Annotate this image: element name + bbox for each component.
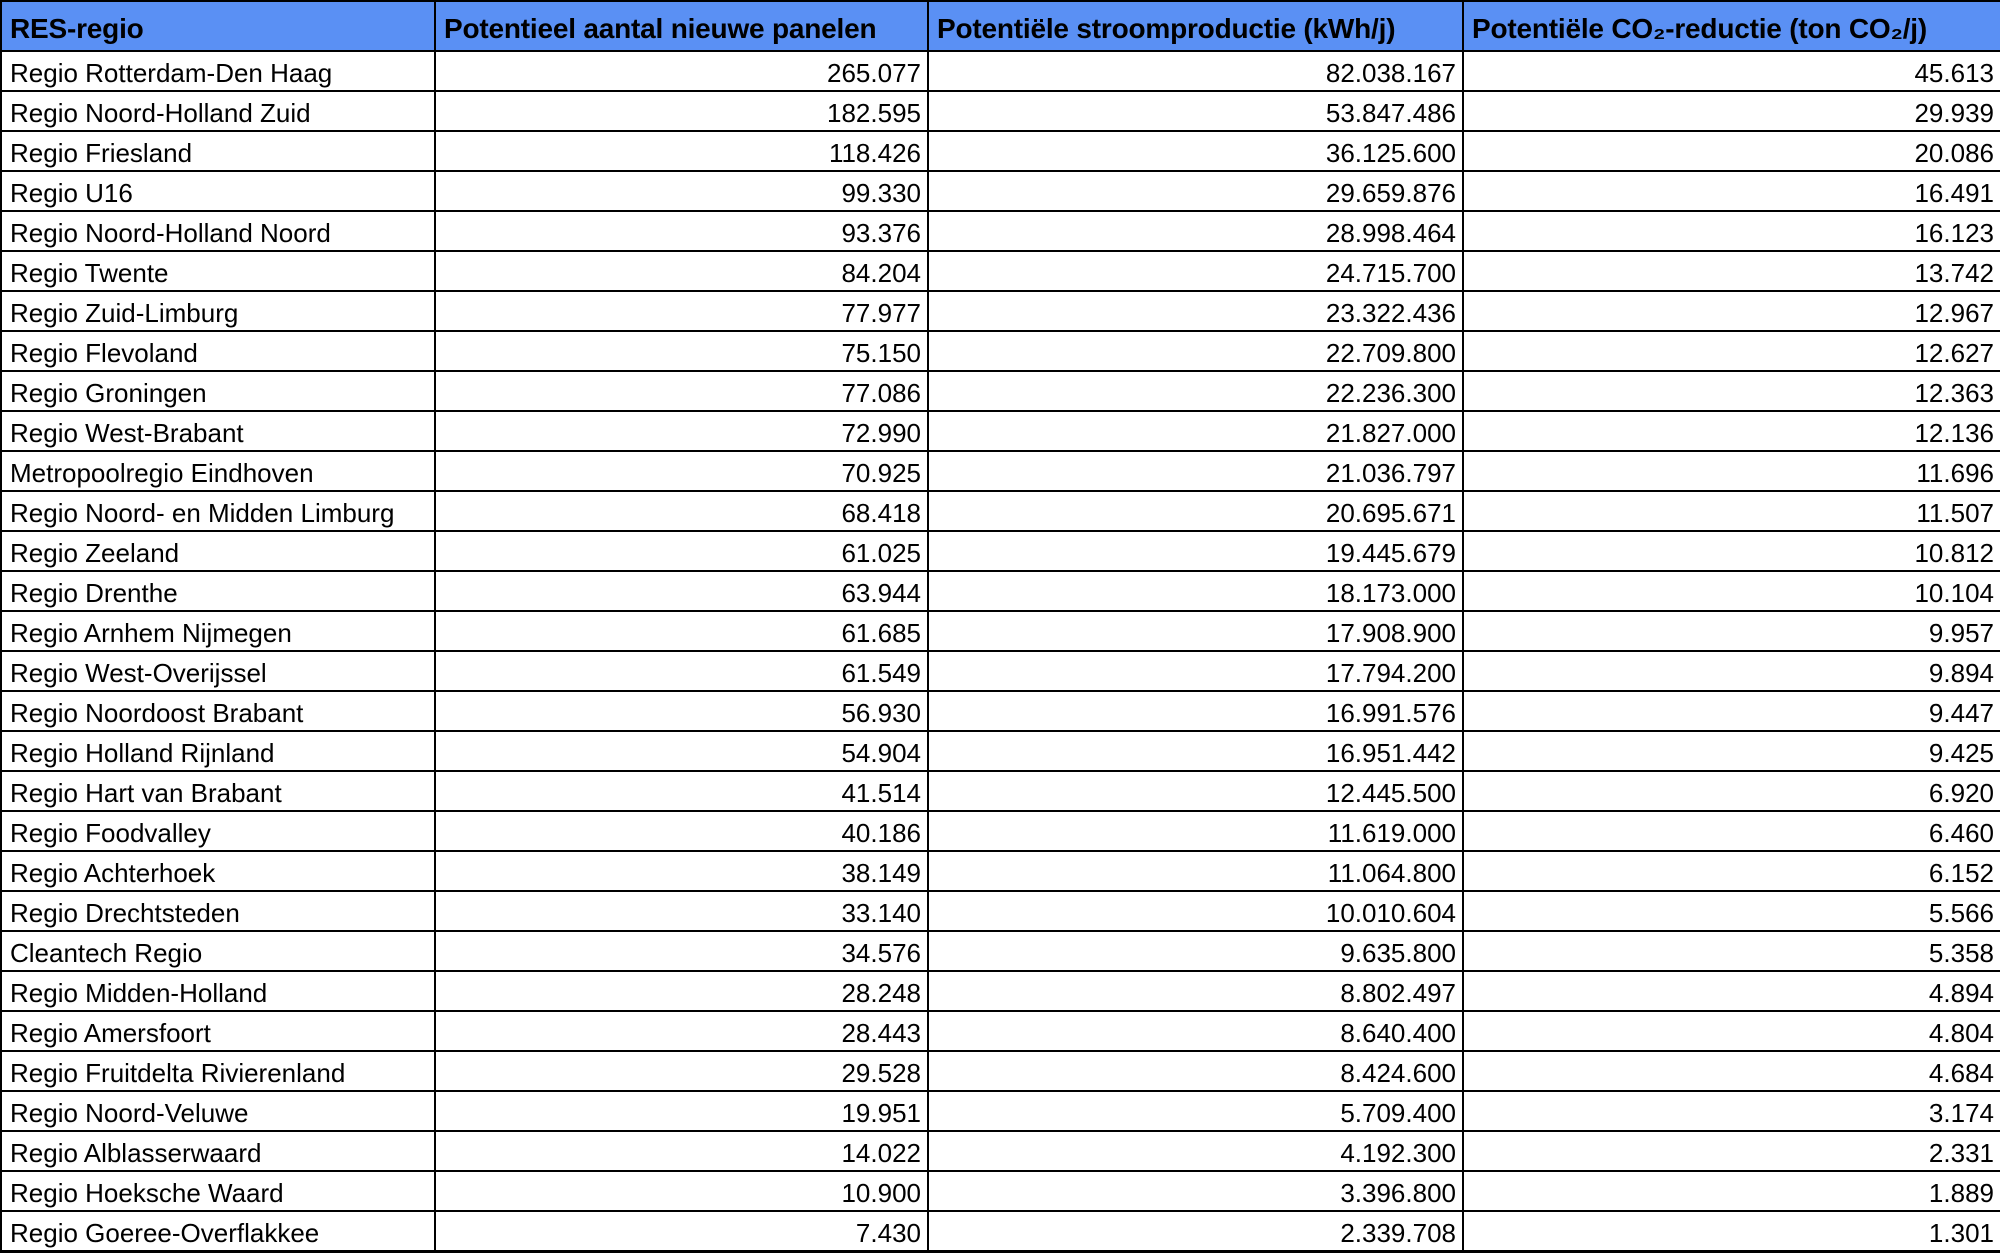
cell-power: 53.847.486 [928, 91, 1463, 131]
table-row [1, 451, 2000, 491]
cell-panels: 70.925 [435, 451, 928, 491]
cell-power: 16.991.576 [928, 691, 1463, 731]
table-row [1, 131, 2000, 171]
cell-panels: 38.149 [435, 851, 928, 891]
table-row [1, 691, 2000, 731]
cell-power: 23.322.436 [928, 291, 1463, 331]
table-row [1, 891, 2000, 931]
cell-panels: 84.204 [435, 251, 928, 291]
cell-panels: 28.443 [435, 1011, 928, 1051]
cell-region: Regio Noord-Holland Noord [1, 211, 435, 251]
cell-power: 20.695.671 [928, 491, 1463, 531]
cell-panels: 34.576 [435, 931, 928, 971]
cell-co2: 6.460 [1463, 811, 2000, 851]
cell-region: Regio Hoeksche Waard [1, 1171, 435, 1211]
cell-panels: 77.086 [435, 371, 928, 411]
cell-power: 10.010.604 [928, 891, 1463, 931]
cell-co2: 9.425 [1463, 731, 2000, 771]
cell-region: Cleantech Regio [1, 931, 435, 971]
table-row [1, 731, 2000, 771]
cell-panels: 265.077 [435, 51, 928, 91]
header-row [1, 1, 2000, 51]
cell-power: 9.635.800 [928, 931, 1463, 971]
cell-panels: 56.930 [435, 691, 928, 731]
table-row [1, 1171, 2000, 1211]
table-row [1, 851, 2000, 891]
cell-power: 19.445.679 [928, 531, 1463, 571]
cell-region: Regio Hart van Brabant [1, 771, 435, 811]
header-potential-power: Potentiële stroomproductie (kWh/j) [928, 1, 1463, 51]
cell-panels: 7.430 [435, 1211, 928, 1251]
cell-power: 21.036.797 [928, 451, 1463, 491]
cell-co2: 2.331 [1463, 1131, 2000, 1171]
cell-region: Regio Noord-Holland Zuid [1, 91, 435, 131]
cell-region: Regio Groningen [1, 371, 435, 411]
cell-panels: 77.977 [435, 291, 928, 331]
cell-region: Regio Rotterdam-Den Haag [1, 51, 435, 91]
table-row [1, 331, 2000, 371]
table-row [1, 171, 2000, 211]
table-row [1, 771, 2000, 811]
cell-power: 22.709.800 [928, 331, 1463, 371]
cell-co2: 9.447 [1463, 691, 2000, 731]
cell-co2: 4.684 [1463, 1051, 2000, 1091]
cell-power: 11.619.000 [928, 811, 1463, 851]
cell-co2: 4.894 [1463, 971, 2000, 1011]
cell-region: Regio West-Overijssel [1, 651, 435, 691]
cell-co2: 9.894 [1463, 651, 2000, 691]
cell-power: 8.802.497 [928, 971, 1463, 1011]
cell-panels: 14.022 [435, 1131, 928, 1171]
cell-power: 82.038.167 [928, 51, 1463, 91]
cell-panels: 61.549 [435, 651, 928, 691]
cell-region: Regio Arnhem Nijmegen [1, 611, 435, 651]
cell-region: Regio Noord- en Midden Limburg [1, 491, 435, 531]
cell-region: Regio Flevoland [1, 331, 435, 371]
cell-power: 8.640.400 [928, 1011, 1463, 1051]
table-row [1, 411, 2000, 451]
cell-co2: 5.358 [1463, 931, 2000, 971]
cell-region: Regio Alblasserwaard [1, 1131, 435, 1171]
cell-panels: 68.418 [435, 491, 928, 531]
cell-power: 11.064.800 [928, 851, 1463, 891]
header-potential-panels: Potentieel aantal nieuwe panelen [435, 1, 928, 51]
cell-region: Regio Holland Rijnland [1, 731, 435, 771]
table-row [1, 611, 2000, 651]
table-row [1, 91, 2000, 131]
cell-co2: 10.104 [1463, 571, 2000, 611]
cell-panels: 29.528 [435, 1051, 928, 1091]
header-res-regio: RES-regio [1, 1, 435, 51]
cell-region: Regio Noordoost Brabant [1, 691, 435, 731]
cell-region: Regio Fruitdelta Rivierenland [1, 1051, 435, 1091]
cell-panels: 99.330 [435, 171, 928, 211]
table-row [1, 1011, 2000, 1051]
table-body [1, 51, 2000, 1251]
cell-panels: 118.426 [435, 131, 928, 171]
cell-co2: 1.301 [1463, 1211, 2000, 1251]
cell-panels: 182.595 [435, 91, 928, 131]
cell-panels: 41.514 [435, 771, 928, 811]
cell-power: 17.794.200 [928, 651, 1463, 691]
cell-co2: 16.123 [1463, 211, 2000, 251]
cell-region: Metropoolregio Eindhoven [1, 451, 435, 491]
cell-power: 28.998.464 [928, 211, 1463, 251]
cell-power: 18.173.000 [928, 571, 1463, 611]
table-row [1, 251, 2000, 291]
table-row [1, 491, 2000, 531]
cell-panels: 54.904 [435, 731, 928, 771]
cell-co2: 13.742 [1463, 251, 2000, 291]
cell-panels: 63.944 [435, 571, 928, 611]
cell-co2: 12.627 [1463, 331, 2000, 371]
cell-co2: 20.086 [1463, 131, 2000, 171]
cell-co2: 3.174 [1463, 1091, 2000, 1131]
cell-co2: 4.804 [1463, 1011, 2000, 1051]
header-potential-co2: Potentiële CO₂-reductie (ton CO₂/j) [1463, 1, 2000, 51]
cell-co2: 12.363 [1463, 371, 2000, 411]
cell-co2: 6.920 [1463, 771, 2000, 811]
cell-region: Regio Zeeland [1, 531, 435, 571]
cell-power: 24.715.700 [928, 251, 1463, 291]
cell-region: Regio Midden-Holland [1, 971, 435, 1011]
cell-region: Regio Drechtsteden [1, 891, 435, 931]
cell-co2: 11.507 [1463, 491, 2000, 531]
cell-region: Regio Noord-Veluwe [1, 1091, 435, 1131]
table-row [1, 51, 2000, 91]
table-row [1, 371, 2000, 411]
cell-region: Regio Goeree-Overflakkee [1, 1211, 435, 1251]
cell-power: 4.192.300 [928, 1131, 1463, 1171]
cell-power: 5.709.400 [928, 1091, 1463, 1131]
table-row [1, 571, 2000, 611]
cell-region: Regio Amersfoort [1, 1011, 435, 1051]
cell-power: 29.659.876 [928, 171, 1463, 211]
cell-co2: 29.939 [1463, 91, 2000, 131]
cell-region: Regio U16 [1, 171, 435, 211]
cell-region: Regio Foodvalley [1, 811, 435, 851]
cell-panels: 40.186 [435, 811, 928, 851]
cell-panels: 10.900 [435, 1171, 928, 1211]
cell-co2: 1.889 [1463, 1171, 2000, 1211]
table-row [1, 1051, 2000, 1091]
cell-co2: 12.136 [1463, 411, 2000, 451]
cell-co2: 11.696 [1463, 451, 2000, 491]
cell-panels: 19.951 [435, 1091, 928, 1131]
cell-region: Regio Zuid-Limburg [1, 291, 435, 331]
cell-co2: 45.613 [1463, 51, 2000, 91]
cell-panels: 75.150 [435, 331, 928, 371]
cell-power: 16.951.442 [928, 731, 1463, 771]
cell-co2: 9.957 [1463, 611, 2000, 651]
cell-panels: 61.025 [435, 531, 928, 571]
cell-power: 8.424.600 [928, 1051, 1463, 1091]
table-row [1, 291, 2000, 331]
cell-region: Regio Friesland [1, 131, 435, 171]
cell-power: 21.827.000 [928, 411, 1463, 451]
cell-panels: 33.140 [435, 891, 928, 931]
table-row [1, 971, 2000, 1011]
table-row [1, 811, 2000, 851]
table-row [1, 1211, 2000, 1251]
table-row [1, 931, 2000, 971]
table-row [1, 531, 2000, 571]
cell-co2: 12.967 [1463, 291, 2000, 331]
table-header [1, 1, 2000, 51]
cell-panels: 72.990 [435, 411, 928, 451]
cell-power: 3.396.800 [928, 1171, 1463, 1211]
cell-power: 22.236.300 [928, 371, 1463, 411]
cell-co2: 10.812 [1463, 531, 2000, 571]
table-row [1, 651, 2000, 691]
table-row [1, 1091, 2000, 1131]
cell-region: Regio Twente [1, 251, 435, 291]
cell-region: Regio Achterhoek [1, 851, 435, 891]
table-row [1, 1131, 2000, 1171]
cell-power: 12.445.500 [928, 771, 1463, 811]
cell-co2: 6.152 [1463, 851, 2000, 891]
cell-region: Regio Drenthe [1, 571, 435, 611]
cell-power: 2.339.708 [928, 1211, 1463, 1251]
cell-co2: 5.566 [1463, 891, 2000, 931]
cell-panels: 28.248 [435, 971, 928, 1011]
cell-panels: 93.376 [435, 211, 928, 251]
cell-region: Regio West-Brabant [1, 411, 435, 451]
cell-power: 36.125.600 [928, 131, 1463, 171]
cell-co2: 16.491 [1463, 171, 2000, 211]
cell-panels: 61.685 [435, 611, 928, 651]
cell-power: 17.908.900 [928, 611, 1463, 651]
table-row [1, 211, 2000, 251]
